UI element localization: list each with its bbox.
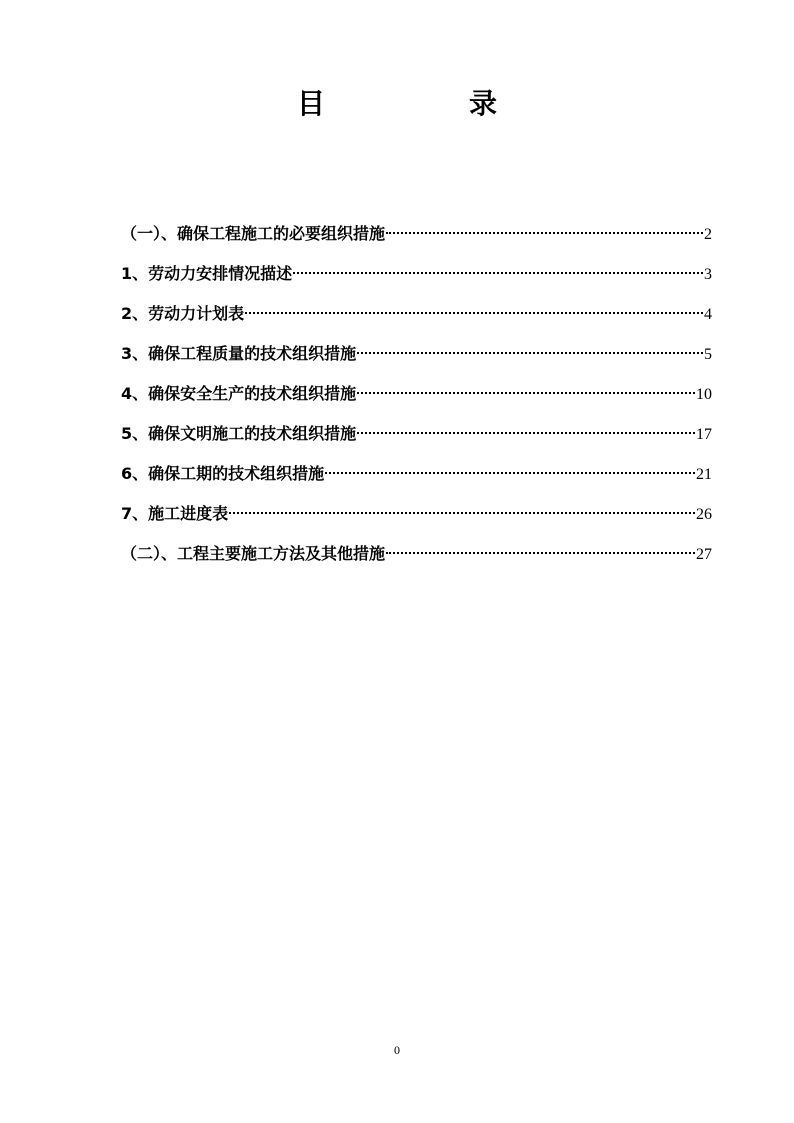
toc-entry-page: 4	[704, 306, 712, 323]
toc-entry-page: 17	[696, 426, 712, 443]
dot-leader	[325, 472, 695, 474]
toc-entry-page: 3	[704, 266, 712, 283]
toc-entry-page: 10	[696, 386, 712, 403]
dot-leader	[229, 512, 695, 514]
toc-entry-9[interactable]	[121, 534, 712, 574]
toc-entry-8[interactable]	[121, 494, 712, 534]
toc-entry-label: 7、施工进度表	[121, 504, 229, 523]
table-of-contents	[121, 214, 712, 574]
toc-entry-7[interactable]	[121, 454, 712, 494]
toc-entry-label: 4、确保安全生产的技术组织措施	[121, 384, 357, 403]
toc-entry-2[interactable]	[121, 254, 712, 294]
toc-entry-page: 21	[696, 466, 712, 483]
toc-entry-page: 2	[704, 226, 712, 243]
dot-leader	[357, 432, 695, 434]
dot-leader	[245, 312, 703, 314]
dot-leader	[357, 392, 695, 394]
dot-leader	[293, 272, 703, 274]
toc-entry-page: 26	[696, 506, 712, 523]
dot-leader	[386, 552, 695, 554]
toc-entry-label: （二）、工程主要施工方法及其他措施	[121, 544, 386, 563]
toc-entry-label: 5、确保文明施工的技术组织措施	[121, 424, 357, 443]
toc-entry-page: 27	[696, 546, 712, 563]
page-number-footer: 0	[394, 1043, 400, 1057]
toc-entry-label: 2、劳动力计划表	[121, 304, 245, 323]
toc-entry-page: 5	[704, 346, 712, 363]
toc-entry-6[interactable]	[121, 414, 712, 454]
toc-entry-label: 1、劳动力安排情况描述	[121, 264, 293, 283]
dot-leader	[357, 352, 703, 354]
dot-leader	[386, 232, 703, 234]
toc-title: 目 录	[296, 87, 555, 120]
toc-entry-1[interactable]	[121, 214, 712, 254]
toc-entry-4[interactable]	[121, 334, 712, 374]
toc-entry-label: （一）、确保工程施工的必要组织措施	[121, 224, 386, 243]
toc-entry-label: 6、确保工期的技术组织措施	[121, 464, 325, 483]
toc-entry-5[interactable]	[121, 374, 712, 414]
toc-entry-label: 3、确保工程质量的技术组织措施	[121, 344, 357, 363]
toc-entry-3[interactable]	[121, 294, 712, 334]
